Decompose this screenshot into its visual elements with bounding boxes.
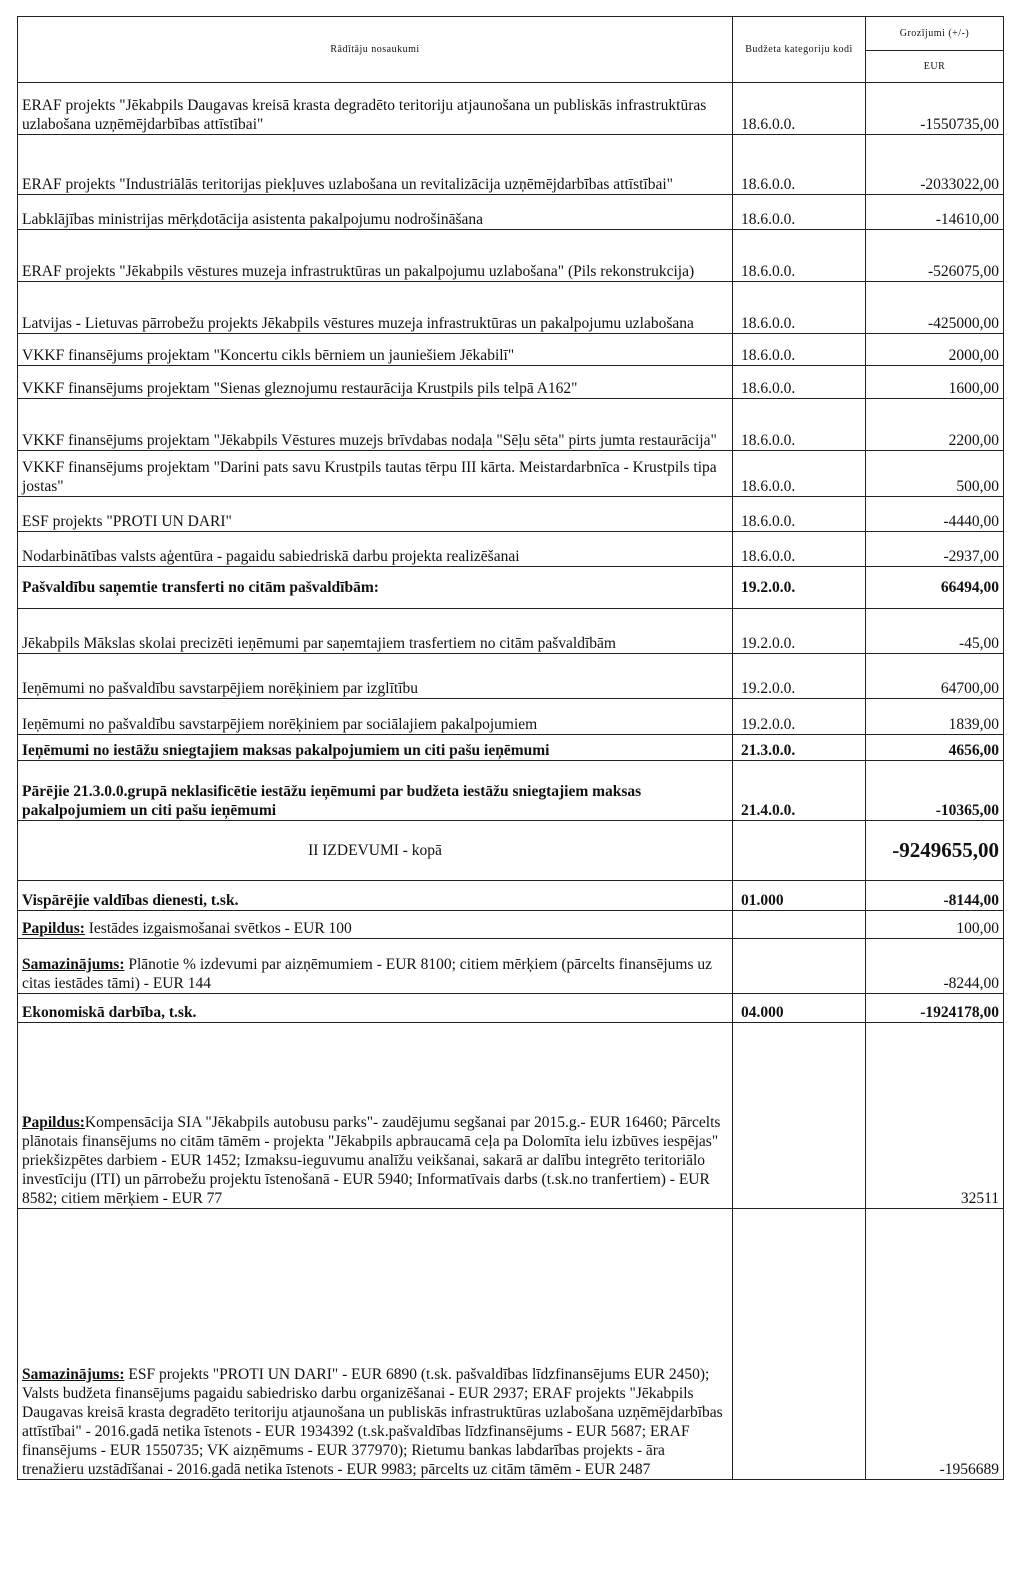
row-value: 4656,00 (866, 735, 1004, 761)
table-row (18, 399, 1004, 451)
row-code (733, 1209, 866, 1480)
row-value: 2200,00 (866, 399, 1004, 451)
row-name: ERAF projekts "Jēkabpils Daugavas kreisā krasta degradēto teritoriju atjaunošana un publiskās infrastruktūras uzlabošana uzņēmējdarbības attīstībai" (18, 83, 733, 135)
row-name: ERAF projekts "Jēkabpils vēstures muzeja infrastruktūras un pakalpojumu uzlabošana" (Pils rekonstrukcija) (18, 230, 733, 282)
row-value: -4440,00 (866, 497, 1004, 532)
row-name (18, 1209, 733, 1480)
row-code (733, 939, 866, 994)
table-row (18, 699, 1004, 735)
row-label: Samazinājums: (22, 1366, 125, 1383)
table-row (18, 334, 1004, 366)
row-name: Labklājības ministrijas mērķdotācija asistenta pakalpojumu nodrošināšana (18, 195, 733, 230)
table-row (18, 366, 1004, 399)
row-code: 18.6.0.0. (733, 399, 866, 451)
row-code: 19.2.0.0. (733, 567, 866, 609)
row-name: Nodarbinātības valsts aģentūra - pagaidu sabiedriskā darbu projekta realizēšanai (18, 532, 733, 567)
row-name (18, 939, 733, 994)
header-name: Rādītāju nosaukumi (18, 17, 733, 83)
row-value: -8144,00 (866, 881, 1004, 911)
row-name: Ieņēmumi no iestāžu sniegtajiem maksas pakalpojumiem un citi pašu ieņēmumi (18, 735, 733, 761)
table-row (18, 135, 1004, 195)
row-code: 21.4.0.0. (733, 761, 866, 821)
row-value: -45,00 (866, 609, 1004, 654)
table-row (18, 821, 1004, 881)
budget-table (17, 16, 1004, 1480)
row-value: -425000,00 (866, 282, 1004, 334)
row-value: -14610,00 (866, 195, 1004, 230)
row-text: Iestādes izgaismošanai svētkos - EUR 100 (84, 920, 352, 937)
row-code (733, 821, 866, 881)
table-row (18, 654, 1004, 699)
budget-sheet (17, 16, 1003, 1480)
row-value: -9249655,00 (866, 821, 1004, 881)
row-code: 18.6.0.0. (733, 135, 866, 195)
row-value: 1600,00 (866, 366, 1004, 399)
row-code (733, 1023, 866, 1209)
header-code: Budžeta kategoriju kodi (733, 17, 866, 83)
row-name (18, 911, 733, 939)
row-code: 18.6.0.0. (733, 195, 866, 230)
table-row (18, 195, 1004, 230)
row-value: -526075,00 (866, 230, 1004, 282)
row-code: 19.2.0.0. (733, 654, 866, 699)
table-row (18, 609, 1004, 654)
row-label: Samazinājums: (22, 956, 125, 973)
row-name: Latvijas - Lietuvas pārrobežu projekts Jēkabpils vēstures muzeja infrastruktūras un pakalpojumu uzlabošana (18, 282, 733, 334)
row-name: II IZDEVUMI - kopā (18, 821, 733, 881)
row-text: ESF projekts "PROTI UN DARI" - EUR 6890 (t.sk. pašvaldības līdzfinansējums EUR 2450); Valsts budžeta finansējums pagaidu sabiedrisko darbu organizēšanai - EUR 2937; ERAF projekts "Jēkabpils Daugavas kreisā krasta degradēto teritoriju atjaunošana un publiskās infrastruktūras uzlabošana uzņēmējdarbības attīstībai" - 2016.gadā netika īstenots - EUR 1934392 (t.sk.pašvaldības līdzfinansējums - EUR 5687; ERAF finansējums - EUR 1550735; VK aizņēmums - EUR 377970); Rietumu bankas labdarības projekts - āra trenažieru uzstādīšanai - 2016.gadā netika īstenots - EUR 9983; pārcelts uz citām tāmēm - EUR 2487 (22, 1366, 723, 1478)
row-code: 18.6.0.0. (733, 83, 866, 135)
row-value: 2000,00 (866, 334, 1004, 366)
row-code: 18.6.0.0. (733, 497, 866, 532)
row-name: Jēkabpils Mākslas skolai precizēti ieņēmumi par saņemtajiem trasfertiem no citām pašvaldībām (18, 609, 733, 654)
row-label: Papildus: (22, 920, 85, 937)
row-value: -1956689 (866, 1209, 1004, 1480)
row-value: -8244,00 (866, 939, 1004, 994)
row-code: 18.6.0.0. (733, 451, 866, 497)
row-name: Ieņēmumi no pašvaldību savstarpējiem norēķiniem par izglītību (18, 654, 733, 699)
row-value: 32511 (866, 1023, 1004, 1209)
row-code: 18.6.0.0. (733, 532, 866, 567)
table-row (18, 532, 1004, 567)
row-name: ERAF projekts "Industriālās teritorijas piekļuves uzlabošana un revitalizācija uzņēmējdarbības attīstībai" (18, 135, 733, 195)
row-code (733, 911, 866, 939)
table-row (18, 939, 1004, 994)
row-code: 18.6.0.0. (733, 282, 866, 334)
row-label: Papildus: (22, 1114, 85, 1131)
row-value: -10365,00 (866, 761, 1004, 821)
row-name: Ekonomiskā darbība, t.sk. (18, 994, 733, 1023)
row-name: Pašvaldību saņemtie transferti no citām pašvaldībām: (18, 567, 733, 609)
row-value: 500,00 (866, 451, 1004, 497)
row-name: VKKF finansējums projektam "Darini pats savu Krustpils tautas tērpu III kārta. Meistardarbnīca - Krustpils tipa jostas" (18, 451, 733, 497)
row-name: VKKF finansējums projektam "Jēkabpils Vēstures muzejs brīvdabas nodaļa "Sēļu sēta" pirts jumta restaurācija" (18, 399, 733, 451)
row-code: 01.000 (733, 881, 866, 911)
table-row (18, 451, 1004, 497)
row-value: -1924178,00 (866, 994, 1004, 1023)
row-value: -2033022,00 (866, 135, 1004, 195)
row-code: 19.2.0.0. (733, 609, 866, 654)
table-row (18, 735, 1004, 761)
table-row (18, 761, 1004, 821)
table-row (18, 911, 1004, 939)
row-value: -1550735,00 (866, 83, 1004, 135)
row-value: 64700,00 (866, 654, 1004, 699)
row-name: Ieņēmumi no pašvaldību savstarpējiem norēķiniem par sociālajiem pakalpojumiem (18, 699, 733, 735)
table-row (18, 994, 1004, 1023)
row-name: Pārējie 21.3.0.0.grupā neklasificētie iestāžu ieņēmumi par budžeta iestāžu sniegtajiem maksas pakalpojumiem un citi pašu ieņēmumi (18, 761, 733, 821)
row-text: Kompensācija SIA "Jēkabpils autobusu parks"- zaudējumu segšanai par 2015.g.- EUR 16460; Pārcelts plānotais finansējums no citām tāmēm - projekta "Jēkabpils apbraucamā ceļa pa Dolomīta ielu izbūves iespējas" priekšizpētes darbiem - EUR 1452; Izmaksu-ieguvumu analīžu veikšanai, sakarā ar dalību integrēto teritoriālo investīciju (ITI) un pārrobežu projektu īstenošanā - EUR 5940; Informatīvais darbs (t.sk.no tranfertiem) - EUR 8582; citiem mērķiem - EUR 77 (22, 1114, 721, 1207)
table-row (18, 1209, 1004, 1480)
table-row (18, 1023, 1004, 1209)
row-code: 18.6.0.0. (733, 230, 866, 282)
row-name: VKKF finansējums projektam "Sienas gleznojumu restaurācija Krustpils pils telpā A162" (18, 366, 733, 399)
table-row (18, 230, 1004, 282)
row-code: 19.2.0.0. (733, 699, 866, 735)
table-row (18, 83, 1004, 135)
row-value: -2937,00 (866, 532, 1004, 567)
header-currency: EUR (866, 51, 1004, 83)
row-code: 21.3.0.0. (733, 735, 866, 761)
row-code: 18.6.0.0. (733, 366, 866, 399)
row-name: ESF projekts "PROTI UN DARI" (18, 497, 733, 532)
row-name (18, 1023, 733, 1209)
row-value: 1839,00 (866, 699, 1004, 735)
row-name: Vispārējie valdības dienesti, t.sk. (18, 881, 733, 911)
row-value: 66494,00 (866, 567, 1004, 609)
table-row (18, 881, 1004, 911)
row-value: 100,00 (866, 911, 1004, 939)
header-change: Grozījumi (+/-) (866, 17, 1004, 51)
row-text: Plānotie % izdevumi par aizņēmumiem - EUR 8100; citiem mērķiem (pārcelts finansējums uz citas iestādes tāmi) - EUR 144 (22, 956, 713, 992)
table-row (18, 497, 1004, 532)
row-name: VKKF finansējums projektam "Koncertu cikls bērniem un jauniešiem Jēkabilī" (18, 334, 733, 366)
row-code: 18.6.0.0. (733, 334, 866, 366)
table-row (18, 567, 1004, 609)
table-row (18, 282, 1004, 334)
row-code: 04.000 (733, 994, 866, 1023)
